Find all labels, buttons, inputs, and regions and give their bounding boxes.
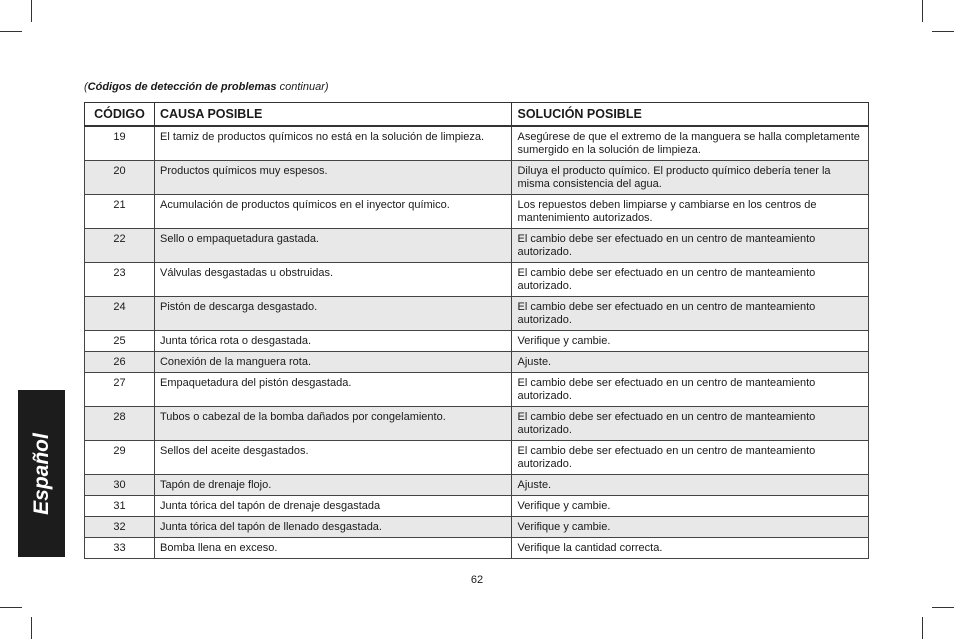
cell-cause: Empaquetadura del pistón desgastada. xyxy=(154,373,512,407)
cell-code: 25 xyxy=(85,331,155,352)
table-row xyxy=(85,538,869,559)
cell-cause: Junta tórica rota o desgastada. xyxy=(154,331,512,352)
cell-code: 28 xyxy=(85,407,155,441)
cell-cause: Válvulas desgastadas u obstruidas. xyxy=(154,263,512,297)
cell-solution: El cambio debe ser efectuado en un centro de manteamiento autorizado. xyxy=(512,297,869,331)
caption-title: Códigos de detección de problemas xyxy=(87,81,277,93)
table-row xyxy=(85,263,869,297)
language-label: Español xyxy=(29,432,53,515)
table-row xyxy=(85,161,869,195)
cell-solution: Diluya el producto químico. El producto químico debería tener la misma consistencia del agua. xyxy=(512,161,869,195)
cell-code: 31 xyxy=(85,496,155,517)
table-row xyxy=(85,195,869,229)
caption-suffix: continuar) xyxy=(276,81,329,93)
language-side-tab xyxy=(18,390,65,557)
cell-solution: El cambio debe ser efectuado en un centro de manteamiento autorizado. xyxy=(512,373,869,407)
table-row xyxy=(85,126,869,161)
table-row xyxy=(85,373,869,407)
cell-cause: Junta tórica del tapón de drenaje desgastada xyxy=(154,496,512,517)
crop-mark xyxy=(922,0,923,22)
crop-mark xyxy=(31,0,32,22)
header-solution: SOLUCIÓN POSIBLE xyxy=(512,103,869,127)
table-row xyxy=(85,352,869,373)
caption-open-paren: ( xyxy=(84,81,88,93)
cell-solution: El cambio debe ser efectuado en un centro de manteamiento autorizado. xyxy=(512,263,869,297)
table-row xyxy=(85,496,869,517)
table-row xyxy=(85,517,869,538)
cell-cause: Productos químicos muy espesos. xyxy=(154,161,512,195)
cell-cause: Pistón de descarga desgastado. xyxy=(154,297,512,331)
crop-mark xyxy=(932,607,954,608)
cell-cause: Sello o empaquetadura gastada. xyxy=(154,229,512,263)
header-code: CÓDIGO xyxy=(85,103,155,127)
cell-cause: Bomba llena en exceso. xyxy=(154,538,512,559)
cell-solution: Ajuste. xyxy=(512,475,869,496)
cell-cause: Conexión de la manguera rota. xyxy=(154,352,512,373)
table-row xyxy=(85,331,869,352)
cell-cause: Junta tórica del tapón de llenado desgastada. xyxy=(154,517,512,538)
table-row xyxy=(85,229,869,263)
crop-mark xyxy=(0,607,22,608)
cell-code: 24 xyxy=(85,297,155,331)
troubleshooting-table xyxy=(84,102,869,559)
cell-code: 19 xyxy=(85,126,155,161)
cell-cause: Sellos del aceite desgastados. xyxy=(154,441,512,475)
cell-code: 33 xyxy=(85,538,155,559)
cell-code: 21 xyxy=(85,195,155,229)
cell-code: 20 xyxy=(85,161,155,195)
cell-solution: El cambio debe ser efectuado en un centro de manteamiento autorizado. xyxy=(512,229,869,263)
cell-solution: Verifique la cantidad correcta. xyxy=(512,538,869,559)
cell-cause: Tubos o cabezal de la bomba dañados por congelamiento. xyxy=(154,407,512,441)
cell-solution: Ajuste. xyxy=(512,352,869,373)
table-row xyxy=(85,441,869,475)
cell-solution: El cambio debe ser efectuado en un centro de manteamiento autorizado. xyxy=(512,441,869,475)
table-header-row xyxy=(85,103,869,127)
crop-mark xyxy=(31,617,32,639)
cell-code: 30 xyxy=(85,475,155,496)
cell-code: 26 xyxy=(85,352,155,373)
cell-code: 29 xyxy=(85,441,155,475)
cell-cause: El tamiz de productos químicos no está en la solución de limpieza. xyxy=(154,126,512,161)
cell-solution: Verifique y cambie. xyxy=(512,517,869,538)
page-number: 62 xyxy=(470,574,484,586)
cell-cause: Tapón de drenaje flojo. xyxy=(154,475,512,496)
cell-solution: Los repuestos deben limpiarse y cambiarse en los centros de mantenimiento autorizados. xyxy=(512,195,869,229)
cell-solution: Asegúrese de que el extremo de la manguera se halla completamente sumergido en la solución de limpieza. xyxy=(512,126,869,161)
table-row xyxy=(85,297,869,331)
cell-cause: Acumulación de productos químicos en el inyector químico. xyxy=(154,195,512,229)
cell-code: 22 xyxy=(85,229,155,263)
header-cause: CAUSA POSIBLE xyxy=(154,103,512,127)
cell-solution: Verifique y cambie. xyxy=(512,496,869,517)
crop-mark xyxy=(0,31,22,32)
cell-solution: El cambio debe ser efectuado en un centro de manteamiento autorizado. xyxy=(512,407,869,441)
cell-code: 23 xyxy=(85,263,155,297)
table-caption xyxy=(84,81,329,93)
crop-mark xyxy=(922,617,923,639)
cell-code: 32 xyxy=(85,517,155,538)
cell-code: 27 xyxy=(85,373,155,407)
table-row xyxy=(85,475,869,496)
crop-mark xyxy=(932,31,954,32)
table-row xyxy=(85,407,869,441)
cell-solution: Verifique y cambie. xyxy=(512,331,869,352)
